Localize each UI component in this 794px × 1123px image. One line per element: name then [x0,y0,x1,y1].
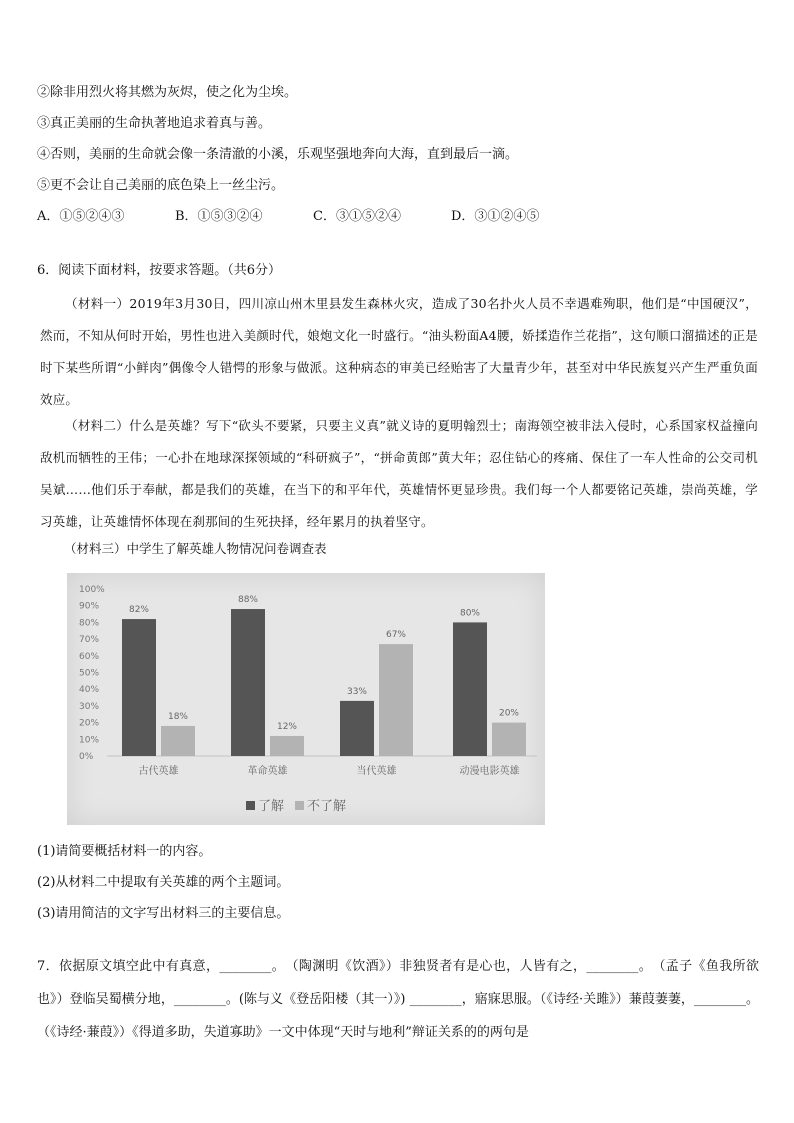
y-tick-label: 90% [79,601,100,612]
legend-label: 不了解 [307,799,347,814]
q6-title: 6．阅读下面材料，按要求答题。（共6分） [37,263,282,278]
bar-known [340,701,374,756]
q6-material-3-title: （材料三）中学生了解英雄人物情况问卷调查表 [64,541,327,556]
data-label: 12% [276,721,298,732]
chart-svg [67,573,545,825]
bar-known [231,609,265,756]
legend-swatch [246,801,255,810]
q5-item-4: ④否则，美丽的生命就会像一条清澈的小溪，乐观坚强地奔向大海，直到最后一滴。 [37,147,519,162]
q5-option-d: D．③①②④⑤ [451,209,540,224]
y-tick-label: 80% [79,618,100,629]
x-category-label: 动漫电影英雄 [459,766,520,777]
data-label: 33% [346,686,368,697]
survey-bar-chart [67,573,545,825]
data-label: 82% [128,605,150,616]
y-tick-label: 60% [79,651,100,662]
bar-unknown [492,723,526,756]
x-category-label: 当代英雄 [356,766,397,777]
y-tick-label: 30% [79,701,100,712]
bar-known [122,619,156,756]
y-tick-label: 50% [79,668,100,679]
q5-item-5: ⑤更不会让自己美丽的底色染上一丝尘污。 [37,178,285,193]
q5-options [37,208,539,226]
y-tick-label: 10% [79,735,100,746]
q6-subquestion-2: (2)从材料二中提取有关英雄的两个主题词。 [37,875,290,890]
q5-item-3: ③真正美丽的生命执著地追求着真与善。 [37,116,272,131]
legend-label: 了解 [258,799,285,814]
q5-option-a: A．①⑤②④③ [37,209,125,224]
bar-unknown [161,726,195,756]
q5-item-2: ②除非用烈火将其燃为灰烬，使之化为尘埃。 [37,85,298,100]
q6-subquestion-3: (3)请用简洁的文字写出材料三的主要信息。 [37,906,290,921]
y-tick-label: 70% [79,635,100,646]
legend-swatch [295,801,304,810]
data-label: 80% [459,608,481,619]
bar-known [453,622,487,756]
x-category-label: 革命英雄 [247,766,288,777]
data-label: 67% [385,630,407,641]
data-label: 88% [237,595,259,606]
y-tick-label: 0% [79,752,94,762]
data-label: 18% [167,711,189,722]
y-tick-label: 20% [79,718,100,729]
q6-material-1: （材料一）2019年3月30日，四川凉山州木里县发生森林火灾，造成了30名扑火人员不幸遇难殉职，他们是“中国硬汉”，然而，不知从何时开始，男性也进入美颜时代，娘炮文化一时盛行。“油头粉面A4腰，娇揉造作兰花指”，这句顺口溜描述的正是时下某些所谓“小鲜肉”偶像令人错愕的形象与做派。这种病态的审美已经贻害了大量青少年，甚至对中华民族复兴产生严重负面效应。 [40,296,758,407]
data-label: 20% [498,708,520,719]
q6-subquestion-1: (1)请简要概括材料一的内容。 [37,844,212,859]
q5-option-b: B．①⑤③②④ [175,209,263,224]
q6-material-2: （材料二）什么是英雄？写下“砍头不要紧，只要主义真”就义诗的夏明翰烈士；南海领空被非法入侵时，心系国家权益撞向敌机而牺牲的王伟；一心扑在地球深探领域的“科研疯子”，“拼命黄郎”黄大年；忍住钻心的疼痛、保住了一车人性命的公交司机吴斌……他们乐于奉献，都是我们的英雄，在当下的和平年代，英雄情怀更显珍贵。我们每一个人都要铭记英雄，崇尚英雄，学习英雄，让英雄情怀体现在刹那间的生死抉择，经年累月的执着坚守。 [40,418,758,529]
y-tick-label: 100% [79,585,105,595]
bar-unknown [379,644,413,756]
q5-option-c: C．③①⑤②④ [313,209,401,224]
q7-fill-in: 7．依据原文填空此中有真意，________。 （陶渊明《饮酒》）非独贤者有是心也，人皆有之，________。 （孟子《鱼我所欲也》）登临吴蜀横分地，________。(陈与义《登岳阳楼（其一）》) ________，寤寐思服。（《诗经·关雎》）蒹葭萋萋，________。（《诗经·蒹葭》）《得道多助，失道寡助》一文中体现“天时与地利”辩证关系的的两句是 [37,959,759,1040]
y-tick-label: 40% [79,685,100,696]
bar-unknown [270,736,304,756]
x-category-label: 古代英雄 [138,766,179,777]
